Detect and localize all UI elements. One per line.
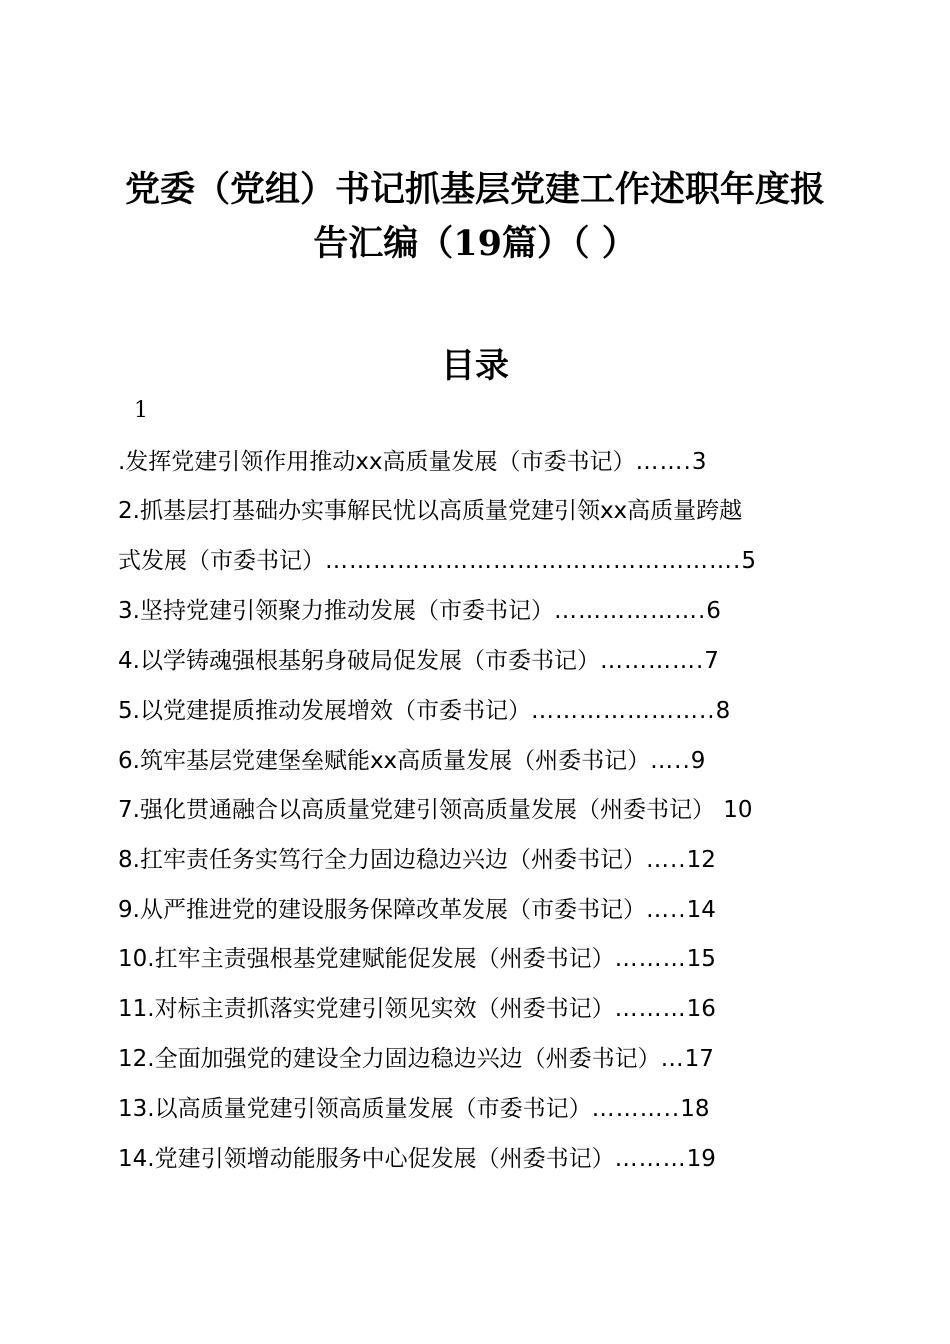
toc-entry-page: 18 <box>680 1096 710 1122</box>
toc-entry-page: 14 <box>686 897 716 923</box>
toc-entry-text: 13.以高质量党建引领高质量发展（市委书记） <box>118 1096 592 1122</box>
toc-entry <box>118 646 719 676</box>
toc-entry <box>118 546 756 576</box>
toc-entry-text: 12.全面加强党的建设全力固边稳边兴边（州委书记） <box>118 1046 661 1072</box>
toc-entry-page: 3 <box>691 449 707 475</box>
toc-entry-page: 9 <box>690 748 706 774</box>
toc-entry-leader: ….. <box>645 847 687 873</box>
toc-entry-text: 9.从严推进党的建设服务保障改革发展（市委书记） <box>118 897 646 923</box>
toc-entry <box>118 795 753 825</box>
toc-entry <box>118 895 716 925</box>
toc-entry-page: 19 <box>686 1146 716 1172</box>
toc-entry-text: 3.坚持党建引领聚力推动发展（市委书记） <box>118 598 554 624</box>
toc-entry <box>118 596 721 626</box>
toc-entry-text: 2.抓基层打基础办实事解民忧以高质量党建引领xx高质量跨越 <box>118 498 743 524</box>
toc-entry-text: 5.以党建提质推动发展增效（市委书记） <box>118 698 531 724</box>
toc-entry-text: 10.扛牢主责强根基党建赋能促发展（州委书记） <box>118 946 615 972</box>
toc-entry <box>118 1094 709 1124</box>
toc-heading: 目录 <box>441 346 509 386</box>
document-title-line-2: 告汇编（19篇）（ ） <box>313 223 637 264</box>
toc-entry-leader: … <box>660 1046 685 1072</box>
toc-entry-leader: ……… <box>614 1146 687 1172</box>
toc-entry-leader: …………. <box>599 648 705 674</box>
toc-entry-leader: ……….. <box>591 1096 681 1122</box>
toc-entry-page: 15 <box>686 946 716 972</box>
toc-entry <box>118 447 707 477</box>
toc-entry-page: 7 <box>704 648 719 674</box>
toc-entry-leader: ….. <box>650 748 691 774</box>
toc-entry-text: 8.扛牢责任务实笃行全力固边稳边兴边（州委书记） <box>118 847 646 873</box>
toc-entry-page: 12 <box>686 847 716 873</box>
toc-entry <box>118 696 730 726</box>
toc-entry-page: 17 <box>684 1046 714 1072</box>
toc-entry <box>118 1044 714 1074</box>
toc-entry-text: 7.强化贯通融合以高质量党建引领高质量发展（州委书记） <box>118 797 715 823</box>
toc-entry <box>118 746 705 776</box>
toc-entry-page: 8 <box>715 698 731 724</box>
toc-entry-page: 5 <box>741 548 756 574</box>
toc-entry-page: 10 <box>723 797 753 823</box>
toc-entry-leader: ………………. <box>553 598 707 624</box>
toc-entry-text: .发挥党建引领作用推动xx高质量发展（市委书记） <box>118 449 636 475</box>
toc-entry <box>118 944 716 974</box>
toc-entry-leader: ……… <box>614 946 687 972</box>
document-title-line-1: 党委（党组）书记抓基层党建工作述职年度报 <box>124 169 825 210</box>
toc-entry-leader: ……………………………………………. <box>325 548 742 574</box>
toc-entry-leader: ……. <box>635 449 692 475</box>
toc-entry-text: 式发展（市委书记） <box>118 548 325 574</box>
toc-entry <box>118 845 716 875</box>
toc-entry-text: 11.对标主责抓落实党建引领见实效（州委书记） <box>118 996 615 1022</box>
toc-entry <box>118 496 742 526</box>
toc-entry-text: 4.以学铸魂强根基躬身破局促发展（市委书记） <box>118 648 600 674</box>
toc-entry-leader: ………………….. <box>530 698 716 724</box>
toc-entry-text: 6.筑牢基层党建堡垒赋能xx高质量发展（州委书记） <box>118 748 651 774</box>
toc-first-number: 1 <box>134 398 148 423</box>
toc-entry-page: 6 <box>706 598 721 624</box>
toc-entry-text: 14.党建引领增动能服务中心促发展（州委书记） <box>118 1146 615 1172</box>
toc-entry-leader: ……… <box>614 996 687 1022</box>
toc-entry <box>118 1144 716 1174</box>
toc-entry <box>118 994 716 1024</box>
toc-entry-page: 16 <box>686 996 716 1022</box>
toc-entry-leader: ….. <box>645 897 687 923</box>
